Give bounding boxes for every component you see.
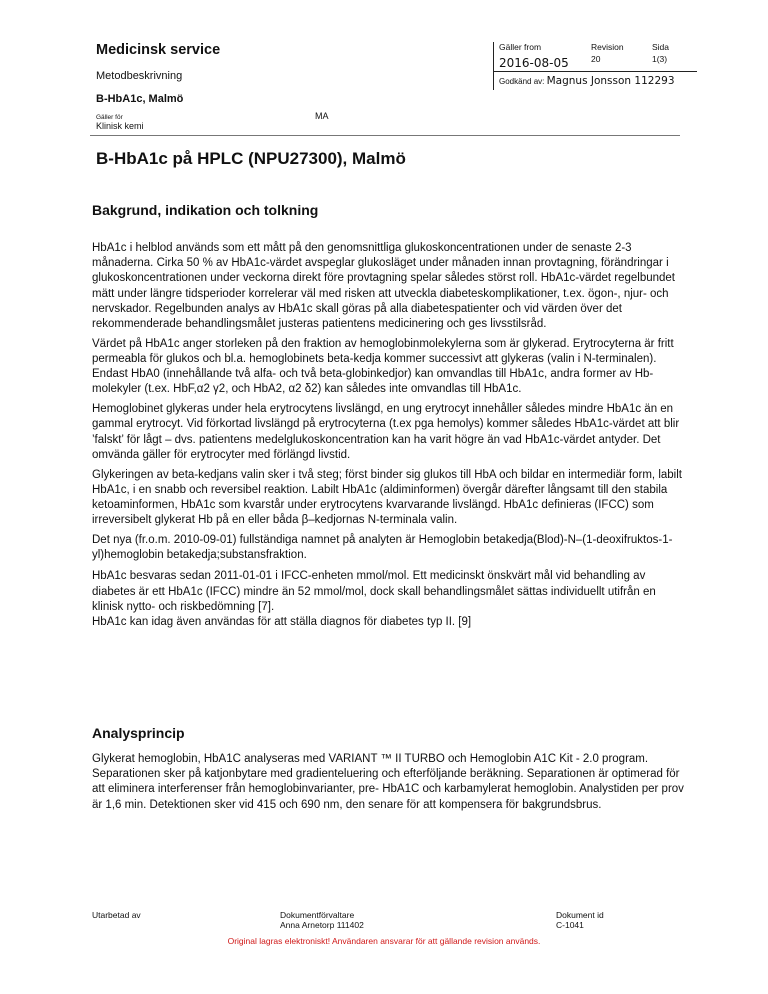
background-paragraph: Det nya (fr.o.m. 2010-09-01) fullständiga namnet på analyten är Hemoglobin betakedja(Blod)-N–(1-deoxifruktos-1-yl)hemoglobin betakedja;substansfraktion. bbox=[92, 534, 673, 562]
document-id bbox=[556, 910, 604, 930]
document-type: Metodbeskrivning bbox=[96, 70, 183, 82]
applies-to-code: MA bbox=[315, 111, 329, 121]
doc-id-label: Dokument id bbox=[556, 910, 604, 920]
valid-from-label: Gäller from bbox=[499, 42, 542, 52]
revision-label: Revision bbox=[591, 42, 624, 52]
header-divider bbox=[90, 135, 680, 136]
principle-text: Glykerat hemoglobin, HbA1C analyseras med VARIANT ™ II TURBO och Hemoglobin A1C Kit - 2.0 program. Separationen sker på katjonbytare med gradienteluering och efterföljande beräkning. Separationen är optimerad för att eliminera interferenser från hemoglobinvarianter, pre- HbA1C och karbamylerat hemoglobin. Analystiden per prov är 1,6 min. Detektionen sker vid 415 och 690 nm, den senare för att kompensera för bakgrundsbrus. bbox=[92, 753, 684, 811]
metadata-divider bbox=[494, 71, 697, 72]
applies-to-value: Klinisk kemi bbox=[96, 121, 144, 131]
page-label: Sida bbox=[652, 42, 670, 52]
background-heading: Bakgrund, indikation och tolkning bbox=[92, 202, 319, 218]
principle-heading: Analysprincip bbox=[92, 725, 185, 741]
organization-name: Medicinsk service bbox=[96, 42, 221, 58]
approved-by bbox=[499, 75, 675, 87]
background-paragraph: Glykeringen av beta-kedjans valin sker i två steg; först binder sig glukos till HbA och bildar en intermediär form, labilt HbA1c, i en snabb och reversibel reaktion. Labilt HbA1c (aldiminformen) övergår därefter långsamt till den stabila ketoaminformen, HbA1c som kvarstår under erytrocytens kvarvarande livslängd. HbA1c definieras (IFCC) som irreversibelt glykerat Hb på en eller båda β–kedjornas N-terminala valin. bbox=[92, 468, 682, 527]
valid-from-date: 2016-08-05 bbox=[499, 56, 569, 70]
document-short-name: B-HbA1c, Malmö bbox=[96, 93, 184, 105]
background-paragraph: HbA1c besvaras sedan 2011-01-01 i IFCC-enheten mmol/mol. Ett medicinskt önskvärt mål vid behandling av diabetes är ett HbA1c (IFCC) mindre än 52 mmol/mol, dock skall behandlingsmålet sättas individuellt utifrån en klinisk nytto- och riskbedömning [7]. bbox=[92, 570, 656, 613]
background-paragraph: HbA1c kan idag även användas för att ställa diagnos för diabetes typ II. [9] bbox=[92, 616, 472, 629]
revision-warning: Original lagras elektroniskt! Användaren ansvarar för att gällande revision används. bbox=[227, 936, 541, 946]
page-number: 1(3) bbox=[652, 54, 668, 64]
doc-id-value: C-1041 bbox=[556, 920, 584, 930]
background-section bbox=[92, 241, 682, 635]
applies-to-label: Gäller för bbox=[96, 114, 123, 121]
document-administrator bbox=[280, 910, 364, 930]
doc-admin-name: Anna Arnetorp 111402 bbox=[280, 920, 364, 930]
doc-admin-label: Dokumentförvaltare bbox=[280, 910, 355, 920]
approved-by-name: Magnus Jonsson 112293 bbox=[546, 75, 675, 87]
background-paragraph: Hemoglobinet glykeras under hela erytrocytens livslängd, en ung erytrocyt innehåller således mindre HbA1c än en gammal erytrocyt. Vid förkortad livslängd på erytrocyterna (t.ex pga hemolys) kommer således HbA1c-värdet att blir ’falskt’ för lågt – dvs. patientens medelglukoskoncentration kan ha varit högre än vad HbA1c-värdet antyder. Det omvända gäller för erytrocyter med förlängd livstid. bbox=[92, 403, 680, 461]
document-metadata-box bbox=[493, 42, 697, 90]
background-paragraph: HbA1c i helblod används som ett mått på den genomsnittliga glukoskoncentrationen under de senaste 2-3 månaderna. Cirka 50 % av HbA1c-värdet avspeglar glukosläget under månaden innan provtagning, förändringar i glukoskoncentrationen under veckorna direkt före provtagning spelar således störst roll. HbA1c-värdet regelbundet mätt under längre tidsperioder korrelerar väl med risken att utveckla diabeteskomplikationer, t.ex. ögon-, njur- och nervskador. Regelbunden analys av HbA1c skall göras på alla diabetespatienter och vid värden över det rekommenderade behandlingsmålet justeras patientens medicinering och ges livsstilsråd. bbox=[92, 242, 675, 331]
approved-by-label: Godkänd av: bbox=[499, 77, 545, 86]
prepared-by-label: Utarbetad av bbox=[92, 910, 141, 920]
revision-number: 20 bbox=[591, 54, 601, 64]
document-title: B-HbA1c på HPLC (NPU27300), Malmö bbox=[96, 149, 406, 168]
background-paragraph: Värdet på HbA1c anger storleken på den fraktion av hemoglobinmolekylerna som är glykerad. Erytrocyterna är fritt permeabla för glukos och bl.a. hemoglobinets beta-kedja kommer successivt att glykeras (valin i N-terminalen). Endast HbA0 (innehållande två alfa- och två beta-globinkedjor) kan omvandlas till HbA1c, andra former av Hb-molekyler (t.ex. HbF,α2 γ2, och HbA2, α2 δ2) kan således inte omvandlas till HbA1c. bbox=[92, 337, 674, 396]
